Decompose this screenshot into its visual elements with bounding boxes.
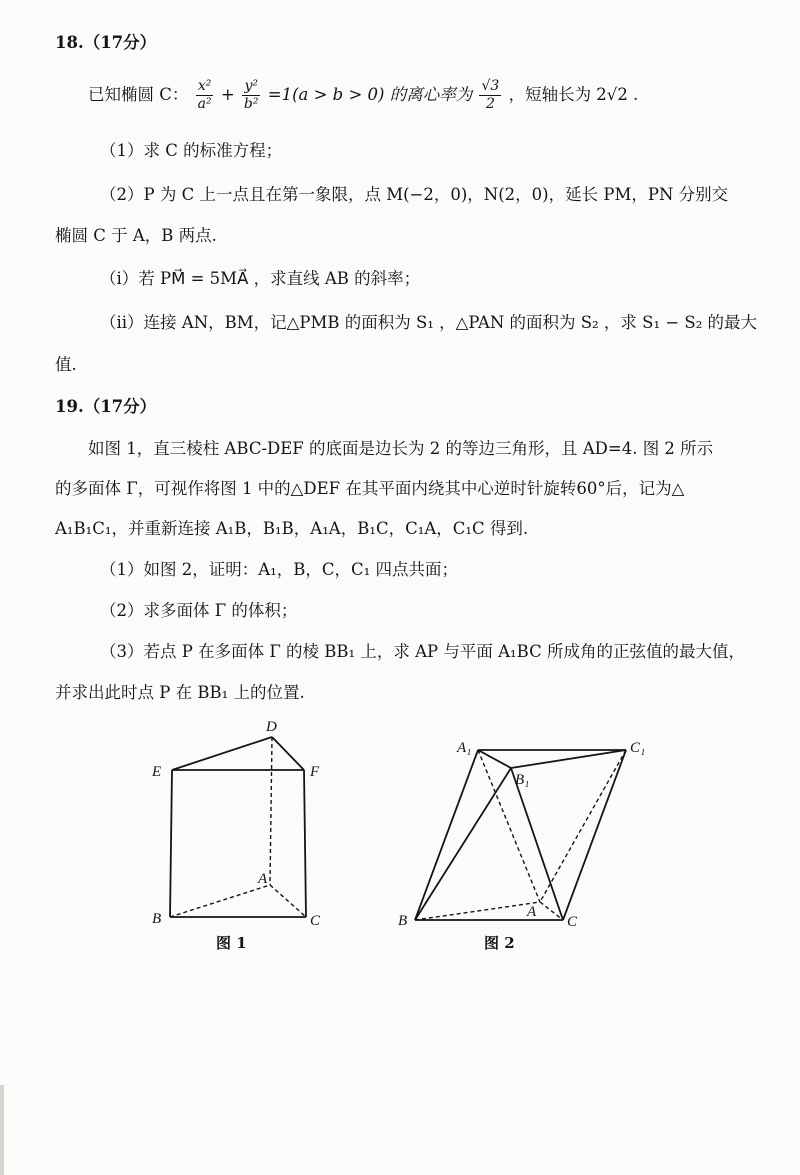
frac-numerator: √3 [481, 78, 500, 94]
equation-rest: =1(a > b > 0) 的离心率为 [267, 85, 473, 104]
edge-A1B1 [478, 750, 511, 768]
q19-part3-line2: 并求出此时点 P 在 BB₁ 上的位置. [55, 683, 305, 702]
figure-2-caption: 图 2 [484, 934, 515, 952]
edge-FC [304, 770, 306, 917]
figure-2 [395, 730, 655, 939]
q18-sub-ii-line2: 值. [55, 355, 77, 374]
q18-part2-line1: （2）P 为 C 上一点且在第一象限，点 M(−2，0)，N(2，0)，延长 PM，PN 分别交 [100, 185, 729, 204]
q19-p1-line1: 如图 1，直三棱柱 ABC-DEF 的底面是边长为 2 的等边三角形，且 AD=4. 图 2 所示 [88, 439, 714, 458]
figure-1 [140, 715, 340, 934]
edge-EB [170, 770, 172, 917]
q19-part2: （2）求多面体 Γ 的体积； [100, 601, 298, 620]
edge-AC-hidden [270, 885, 306, 917]
label-A: A [527, 904, 537, 920]
edge-BA-hidden [170, 885, 270, 917]
edge-DA-hidden [270, 737, 272, 885]
label-D: D [266, 719, 277, 735]
frac-numerator: x² [197, 78, 212, 94]
q18-header: 18.（17分） [55, 33, 157, 52]
edge-B1C [511, 768, 563, 920]
edge-DF [272, 737, 304, 770]
label-C: C [310, 913, 321, 929]
edge-B1C1 [511, 750, 626, 768]
figure-1-caption: 图 1 [216, 934, 247, 952]
q19-p1-line3: A₁B₁C₁，并重新连接 A₁B，B₁B，A₁A，B₁C，C₁A，C₁C 得到. [55, 519, 529, 538]
x-squared-fraction [196, 78, 214, 113]
q18-sub-i: （i）若 PM⃗ = 5MA⃗ ，求直线 AB 的斜率； [100, 269, 421, 288]
q18-stem-suffix: ，短轴长为 2√2 . [508, 85, 639, 104]
q18-part1: （1）求 C 的标准方程； [100, 141, 283, 160]
q18-stem [88, 78, 638, 113]
label-F: F [310, 764, 320, 780]
frac-denominator: 2 [485, 96, 495, 112]
label-B1: B₁ [515, 772, 530, 788]
label-A: A [258, 871, 268, 887]
label-E: E [152, 764, 162, 780]
q19-part1: （1）如图 2，证明：A₁，B，C，C₁ 四点共面； [100, 560, 459, 579]
edge-C1A-hidden [540, 750, 626, 902]
eccentricity-fraction [479, 78, 501, 113]
edge-BA-hidden [415, 902, 540, 920]
frac-denominator: a² [197, 96, 212, 112]
q19-part3-line1: （3）若点 P 在多面体 Γ 的棱 BB₁ 上，求 AP 与平面 A₁BC 所成角的正弦值的最大值， [100, 642, 745, 661]
frac-numerator: y² [244, 78, 258, 94]
label-C: C [567, 914, 578, 930]
label-A1: A₁ [457, 740, 472, 756]
polyhedron-diagram [395, 730, 655, 935]
label-B: B [152, 911, 162, 927]
label-C1: C₁ [630, 740, 646, 756]
page-binding-edge [0, 1085, 4, 1175]
plus-sign: + [220, 85, 235, 104]
q19-p1-line2: 的多面体 Γ，可视作将图 1 中的△DEF 在其平面内绕其中心逆时针旋转60°后，记为△ [55, 479, 685, 498]
q18-stem-prefix: 已知椭圆 C： [88, 85, 189, 104]
edge-ED [172, 737, 272, 770]
edge-C1C [563, 750, 626, 920]
prism-diagram [140, 715, 340, 930]
label-B: B [398, 913, 408, 929]
q18-part2-line2: 椭圆 C 于 A，B 两点. [55, 226, 217, 245]
q19-header: 19.（17分） [55, 397, 157, 416]
y-squared-fraction [242, 78, 261, 113]
frac-denominator: b² [243, 96, 259, 112]
q18-sub-ii-line1: （ii）连接 AN，BM，记△PMB 的面积为 S₁ ，△PAN 的面积为 S₂ ，求 S₁ − S₂ 的最大 [100, 313, 758, 332]
